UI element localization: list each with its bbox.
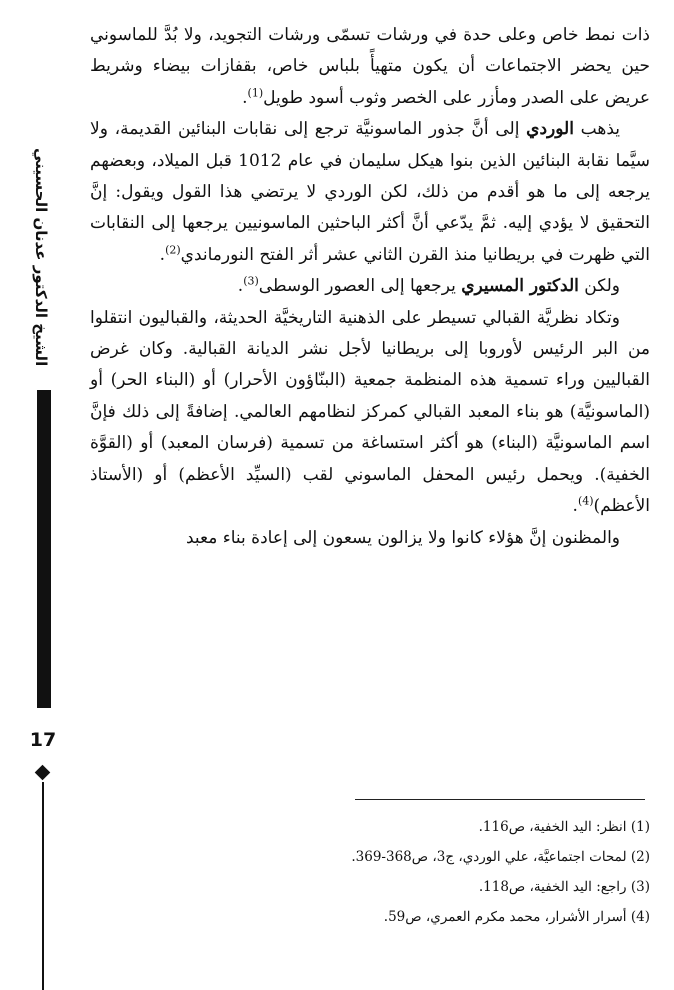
paragraph-2: يذهب الوردي إلى أنَّ جذور الماسونيَّة ترجع إلى نقابات البنائين القديمة، ولا سيَّما نقابة البنائين الذين بنوا هيكل سليمان في عام 1012 قبل الميلاد، وبعضهم يرجعه إلى ما هو أقدم من ذلك، لكن الوردي لا يرتضي هذا القول ويقول: إنَّ التحقيق لا يؤدي إليه. ثمَّ يدّعي أنَّ أكثر الباحثين الماسونيين يرجعها إلى النقابات التي ظهرت في بريطانيا منذ القرن الثاني عشر أثر الفتح النورماندي$^{(2)}$. [90,119,650,265]
diamond-ornament-icon [35,765,51,781]
page-number: 17 [29,729,57,751]
footnote-4: (4) أسرار الأشرار، محمد مكرم العمري، ص59. [383,909,650,925]
paragraph-5: والمظنون إنَّ هؤلاء كانوا ولا يزالون يسعون إلى إعادة بناء معبد [185,527,620,548]
name-alwardi: الوردي [526,119,574,140]
footnote-ref-4: (4) [577,494,594,508]
paragraph-1: ذات نمط خاص وعلى حدة في ورشات تسمّى ورشات التجويد، ولا بُدَّ للماسوني حين يحضر الاجتماعات أن يكون متهيأً بلباس خاص، بقفازات بيضاء وشريط عريض على الصدر ومأزر على الخصر وثوب أسود طويل$^{(1)}$. [90,25,650,108]
name-almessiri: الدكتور المسيري [461,276,579,297]
paragraph-3: ولكن الدكتور المسيري يرجعها إلى العصور الوسطى$^{(3)}$. [237,274,620,297]
footnote-ref-2: (2) [165,243,181,257]
footnote-3: (3) راجع: اليد الخفية، ص118. [478,879,650,895]
footnote-1: (1) انظر: اليد الخفية، ص116. [478,819,650,835]
side-decorative-bar [37,390,51,708]
side-vertical-rule [42,782,44,990]
footnote-ref-3: (3) [243,274,259,288]
footnote-ref-1: (1) [247,86,264,100]
footnotes [260,812,650,932]
body-text [90,20,650,554]
footnote-2: (2) لمحات اجتماعيَّة، علي الوردي، ج3، ص368-369. [351,849,650,865]
footnote-separator [355,799,645,800]
running-title: الشيخ الدكتور عدنان الحسيني [32,147,50,366]
paragraph-4: وتكاد نظريَّة القبالي تسيطر على الذهنية التاريخيَّة الحديثة، والقباليون انتقلوا من البر الرئيس لأوروبا إلى بريطانيا لأجل نشر الديانة القبالية. وكان غرض القباليين وراء تسمية هذه المنظمة جمعية (البنّاؤون الأحرار) أو (البناء الحر) أو (الماسونيَّة) هو بناء المعبد القبالي كمركز لنظامهم العالمي. إضافةً إلى ذلك فإنَّ اسم الماسونيَّة (البناء) هو أكثر استساغة من تسمية (فرسان المعبد) أو (القوَّة الخفية). ويحمل رئيس المحفل الماسوني لقب (السيِّد الأعظم) أو (الأستاذ الأعظم)$^{(4)}$. [90,307,650,517]
